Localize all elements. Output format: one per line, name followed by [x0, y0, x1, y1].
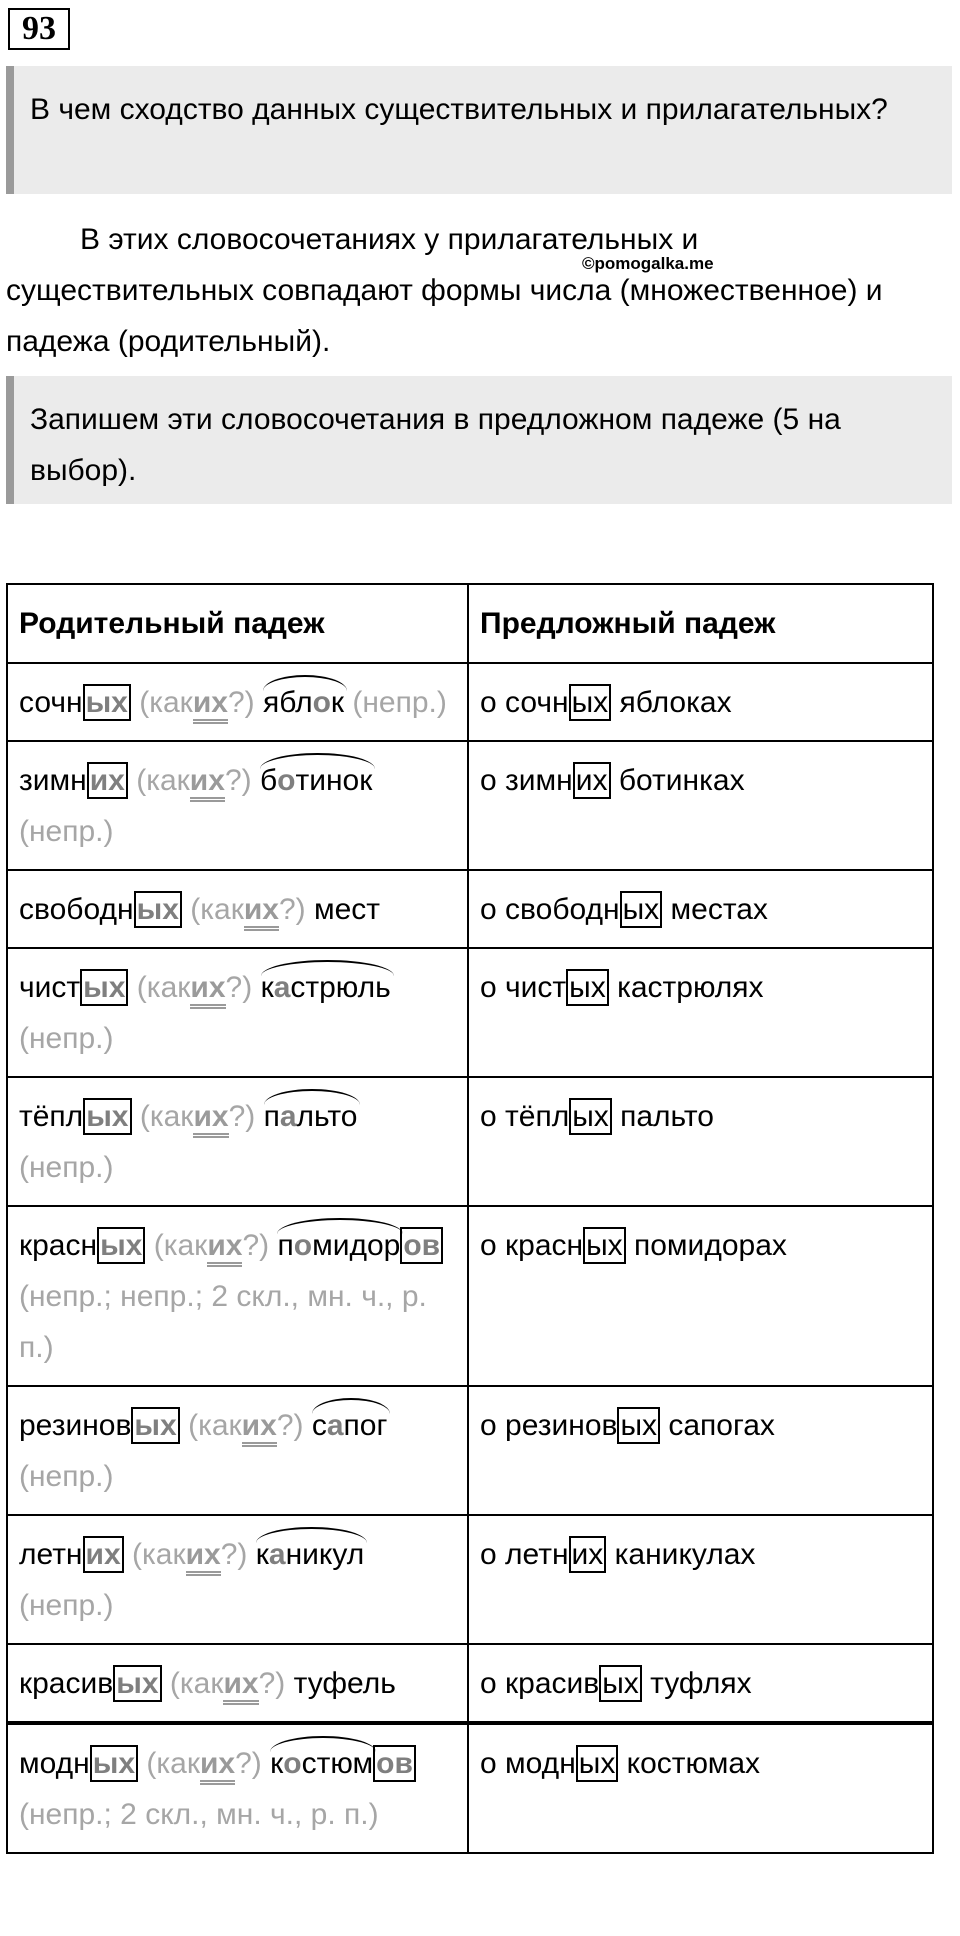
noun: пальто: [264, 1091, 358, 1142]
genitive-cell: [7, 1206, 468, 1386]
prep-noun: туфлях: [641, 1667, 752, 1700]
ending-letters: ов: [403, 1229, 441, 1262]
unstressed-vowel: а: [268, 1538, 286, 1571]
adjective-stem: сочн: [19, 686, 83, 719]
question-ending: их: [190, 971, 225, 1009]
ending-letters: их: [85, 1538, 121, 1571]
declension-table: [6, 583, 934, 1854]
ending-letters: их: [89, 764, 125, 797]
noun-ending: [400, 1227, 443, 1264]
noun: помидор: [277, 1220, 400, 1271]
note: (непр.): [19, 1460, 114, 1493]
prepositional-cell: [468, 741, 933, 870]
prep-ending: ых: [569, 684, 612, 721]
adjective-ending: [87, 762, 128, 799]
adjective-ending: [83, 1536, 124, 1573]
table-row: [7, 1723, 933, 1853]
noun: мест: [314, 893, 381, 926]
noun: каникул: [256, 1529, 364, 1580]
adjective-stem: летн: [19, 1538, 83, 1571]
prep-stem: о чист: [480, 971, 567, 1004]
adjective-ending: [83, 684, 131, 721]
prepositional-cell: [468, 948, 933, 1077]
case-question: (каких?): [188, 1409, 303, 1447]
table-row: [7, 1077, 933, 1206]
genitive-cell: [7, 1386, 468, 1515]
adjective-ending: [134, 891, 182, 928]
question-ending: их: [193, 1100, 228, 1138]
prep-ending: ых: [617, 1407, 660, 1444]
case-question: (каких?): [146, 1747, 261, 1785]
prep-noun: каникулах: [606, 1538, 756, 1571]
prep-noun: ботинках: [610, 764, 745, 797]
question-box-2: [6, 376, 952, 504]
case-question: (каких?): [139, 686, 254, 724]
noun: сапог: [312, 1400, 388, 1451]
prep-stem: о красив: [480, 1667, 600, 1700]
adjective-ending: [113, 1665, 161, 1702]
unstressed-vowel: о: [277, 764, 296, 797]
prep-noun: яблоках: [611, 686, 732, 719]
genitive-cell: [7, 1515, 468, 1644]
note: (непр.): [19, 815, 114, 848]
genitive-cell: [7, 948, 468, 1077]
adjective-stem: красн: [19, 1229, 98, 1262]
table-row: [7, 663, 933, 741]
prepositional-cell: [468, 1723, 933, 1853]
prepositional-cell: [468, 870, 933, 948]
prepositional-cell: [468, 1386, 933, 1515]
adjective-ending: [83, 1098, 131, 1135]
genitive-cell: [7, 870, 468, 948]
genitive-cell: [7, 663, 468, 741]
table-header-row: [7, 584, 933, 663]
noun: яблок: [263, 677, 344, 728]
prepositional-cell: [468, 1077, 933, 1206]
noun: кастрюль: [261, 962, 391, 1013]
prep-ending: ых: [576, 1745, 619, 1782]
prep-ending: их: [573, 762, 611, 799]
table-row: [7, 948, 933, 1077]
unstressed-vowel: а: [279, 1100, 297, 1133]
unstressed-vowel: а: [273, 971, 291, 1004]
note: (непр.): [19, 1589, 114, 1622]
prepositional-cell: [468, 1515, 933, 1644]
adjective-stem: чист: [19, 971, 81, 1004]
question-ending: их: [186, 1538, 221, 1576]
case-question: (каких?): [170, 1667, 285, 1705]
table-row: [7, 1644, 933, 1723]
prep-noun: помидорах: [625, 1229, 787, 1262]
prep-ending: ых: [569, 1098, 612, 1135]
header-prepositional: Предложный падеж: [468, 584, 933, 663]
prepositional-cell: [468, 1644, 933, 1723]
note: (непр.): [352, 686, 447, 719]
case-question: (каких?): [190, 893, 305, 931]
noun: туфель: [293, 1667, 396, 1700]
genitive-cell: [7, 741, 468, 870]
prep-ending: ых: [583, 1227, 626, 1264]
prep-stem: о зимн: [480, 764, 573, 797]
unstressed-vowel: а: [326, 1409, 344, 1442]
prep-stem: о модн: [480, 1747, 576, 1780]
prep-noun: пальто: [611, 1100, 714, 1133]
task-number: 93: [8, 8, 70, 50]
ending-letters: ов: [376, 1747, 413, 1780]
question-2-text: Запишем эти словосочетания в предложном падеже (5 на выбор).: [30, 403, 841, 487]
note: (непр.; непр.; 2 скл., мн. ч., р. п.): [19, 1280, 427, 1364]
ending-letters: ых: [116, 1667, 159, 1700]
prep-stem: о летн: [480, 1538, 569, 1571]
case-question: (каких?): [137, 971, 252, 1009]
adjective-stem: красив: [19, 1667, 114, 1700]
prepositional-cell: [468, 663, 933, 741]
noun: костюм: [270, 1738, 373, 1789]
prep-noun: местах: [662, 893, 768, 926]
adjective-ending: [97, 1227, 145, 1264]
note: (непр.): [19, 1022, 114, 1055]
table-row: [7, 1206, 933, 1386]
header-genitive: Родительный падеж: [7, 584, 468, 663]
adjective-stem: зимн: [19, 764, 87, 797]
adjective-stem: резинов: [19, 1409, 132, 1442]
question-ending: их: [244, 893, 279, 931]
prep-noun: кастрюлях: [608, 971, 764, 1004]
question-ending: их: [207, 1229, 242, 1267]
question-ending: их: [223, 1667, 258, 1705]
unstressed-vowel: о: [293, 1229, 313, 1262]
ending-letters: ых: [85, 686, 128, 719]
table-row: [7, 870, 933, 948]
case-question: (каких?): [154, 1229, 269, 1267]
noun: ботинок: [260, 755, 372, 806]
ending-letters: ых: [83, 971, 126, 1004]
genitive-cell: [7, 1077, 468, 1206]
genitive-cell: [7, 1723, 468, 1853]
watermark: ©pomogalka.me: [582, 254, 714, 273]
question-ending: их: [200, 1747, 235, 1785]
unstressed-vowel: о: [312, 686, 331, 719]
noun-ending: [373, 1745, 416, 1782]
prepositional-cell: [468, 1206, 933, 1386]
case-question: (каких?): [132, 1538, 247, 1576]
case-question: (каких?): [140, 1100, 255, 1138]
note: (непр.): [19, 1151, 114, 1184]
prep-ending: ых: [599, 1665, 642, 1702]
table-row: [7, 1386, 933, 1515]
answer-paragraph: [6, 214, 946, 367]
prep-noun: сапогах: [660, 1409, 775, 1442]
genitive-cell: [7, 1644, 468, 1723]
table-row: [7, 741, 933, 870]
ending-letters: ых: [134, 1409, 177, 1442]
case-question: (каких?): [136, 764, 251, 802]
prep-ending: ых: [566, 969, 609, 1006]
question-ending: их: [193, 686, 228, 724]
unstressed-vowel: о: [283, 1747, 302, 1780]
question-ending: их: [190, 764, 225, 802]
ending-letters: ых: [86, 1100, 129, 1133]
prep-stem: о тёпл: [480, 1100, 570, 1133]
question-ending: их: [242, 1409, 277, 1447]
ending-letters: ых: [92, 1747, 136, 1780]
prep-stem: о резинов: [480, 1409, 618, 1442]
table-row: [7, 1515, 933, 1644]
adjective-ending: [80, 969, 128, 1006]
adjective-stem: свободн: [19, 893, 134, 926]
ending-letters: ых: [100, 1229, 143, 1262]
prep-stem: о красн: [480, 1229, 584, 1262]
prep-ending: их: [569, 1536, 607, 1573]
adjective-ending: [90, 1745, 138, 1782]
question-box-1: [6, 66, 952, 194]
question-1-text: В чем сходство данных существительных и прилагательных?: [30, 93, 888, 126]
ending-letters: ых: [136, 893, 179, 926]
prep-stem: о сочн: [480, 686, 569, 719]
prep-ending: ых: [620, 891, 663, 928]
adjective-ending: [131, 1407, 179, 1444]
prep-noun: костюмах: [618, 1747, 761, 1780]
adjective-stem: тёпл: [19, 1100, 84, 1133]
note: (непр.; 2 скл., мн. ч., р. п.): [19, 1798, 379, 1831]
adjective-stem: модн: [19, 1747, 90, 1780]
answer-text: В этих словосочетаниях у прилагательных и существительных совпадают формы числа (множественное) и падежа (родительный).: [6, 223, 883, 358]
prep-stem: о свободн: [480, 893, 620, 926]
